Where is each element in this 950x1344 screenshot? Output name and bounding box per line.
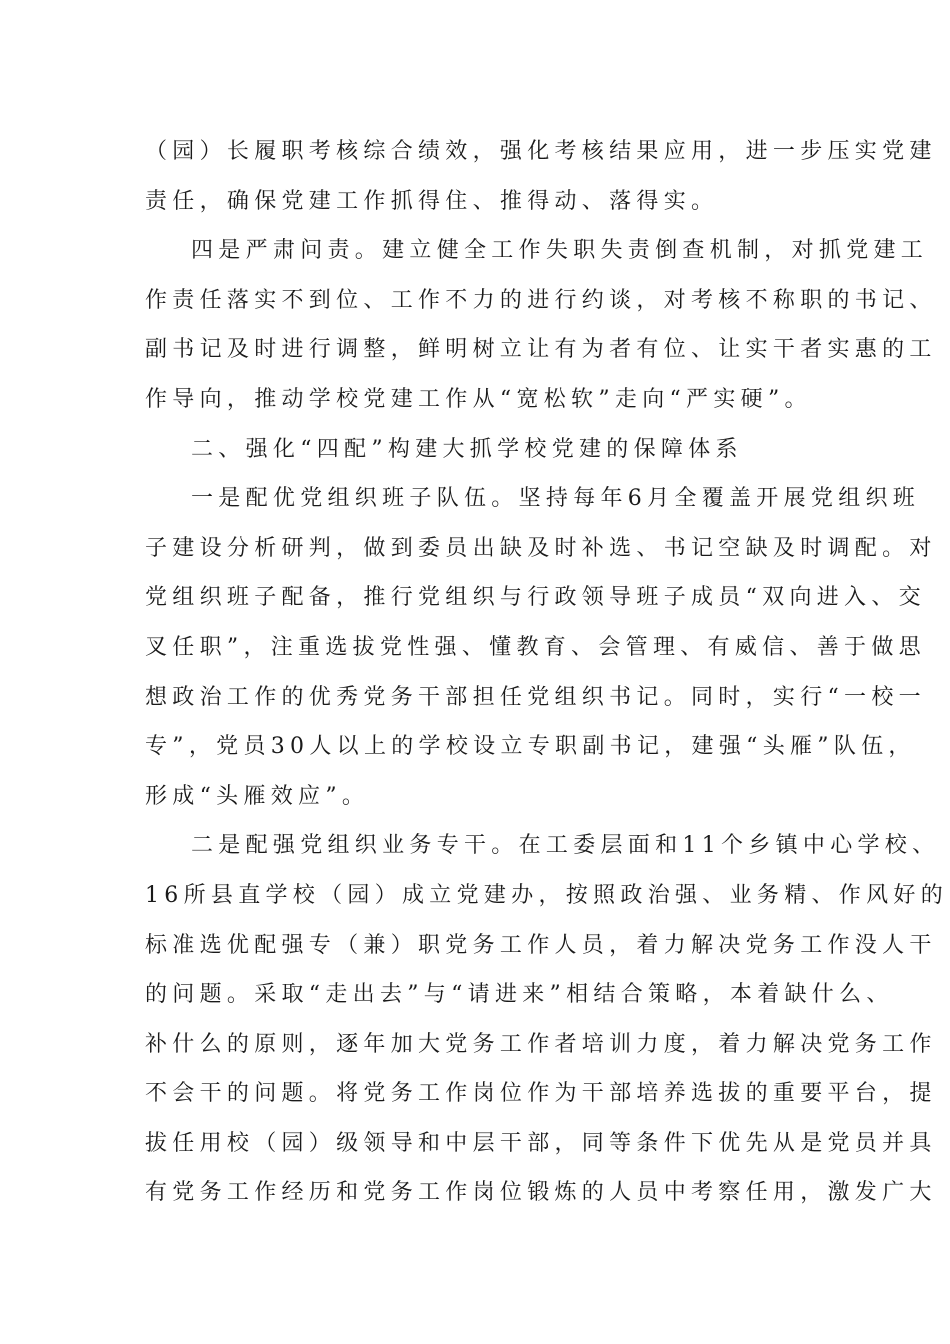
- text-line: 子建设分析研判，做到委员出缺及时补选、书记空缺及时调配。对: [145, 535, 937, 561]
- text-line: 形成“头雁效应”。: [145, 783, 370, 809]
- text-line: 标准选优配强专（兼）职党务工作人员，着力解决党务工作没人干: [145, 932, 937, 958]
- text-line: 拔任用校（园）级领导和中层干部，同等条件下优先从是党员并具: [145, 1130, 937, 1156]
- text-line: 专”，党员30人以上的学校设立专职副书记，建强“头雁”队伍，: [145, 734, 916, 760]
- text-line: 作责任落实不到位、工作不力的进行约谈，对考核不称职的书记、: [145, 287, 937, 313]
- text-line: 叉任职”，注重选拔党性强、懂教育、会管理、有威信、善于做思: [145, 634, 926, 660]
- body-text: [145, 136, 948, 1227]
- text-line: 补什么的原则，逐年加大党务工作者培训力度，着力解决党务工作: [145, 1031, 937, 1057]
- text-line: 作导向，推动学校党建工作从“宽松软”走向“严实硬”。: [145, 386, 812, 412]
- section-heading: 二、强化“四配”构建大抓学校党建的保障体系: [191, 436, 743, 462]
- text-line: 副书记及时进行调整，鲜明树立让有为者有位、让实干者实惠的工: [145, 337, 937, 363]
- text-line: 党组织班子配备，推行党组织与行政领导班子成员“双向进入、交: [145, 585, 926, 611]
- text-line: 有党务工作经历和党务工作岗位锻炼的人员中考察任用，激发广大: [145, 1180, 937, 1206]
- text-line: 16所县直学校（园）成立党建办，按照政治强、业务精、作风好的: [145, 882, 948, 908]
- text-line: 的问题。采取“走出去”与“请进来”相结合策略，本着缺什么、: [145, 982, 894, 1008]
- text-line: 责任，确保党建工作抓得住、推得动、落得实。: [145, 188, 719, 214]
- paragraph-start-line: 四是严肃问责。建立健全工作失职失责倒查机制，对抓党建工: [191, 238, 929, 264]
- text-line: 不会干的问题。将党务工作岗位作为干部培养选拔的重要平台，提: [145, 1081, 937, 1107]
- paragraph-start-line: 二是配强党组织业务专干。在工委层面和11个乡镇中心学校、: [191, 833, 940, 859]
- paragraph-start-line: 一是配优党组织班子队伍。坚持每年6月全覆盖开展党组织班: [191, 486, 921, 512]
- text-line: （园）长履职考核综合绩效，强化考核结果应用，进一步压实党建: [145, 139, 937, 164]
- text-line: 想政治工作的优秀党务干部担任党组织书记。同时，实行“一校一: [145, 684, 926, 710]
